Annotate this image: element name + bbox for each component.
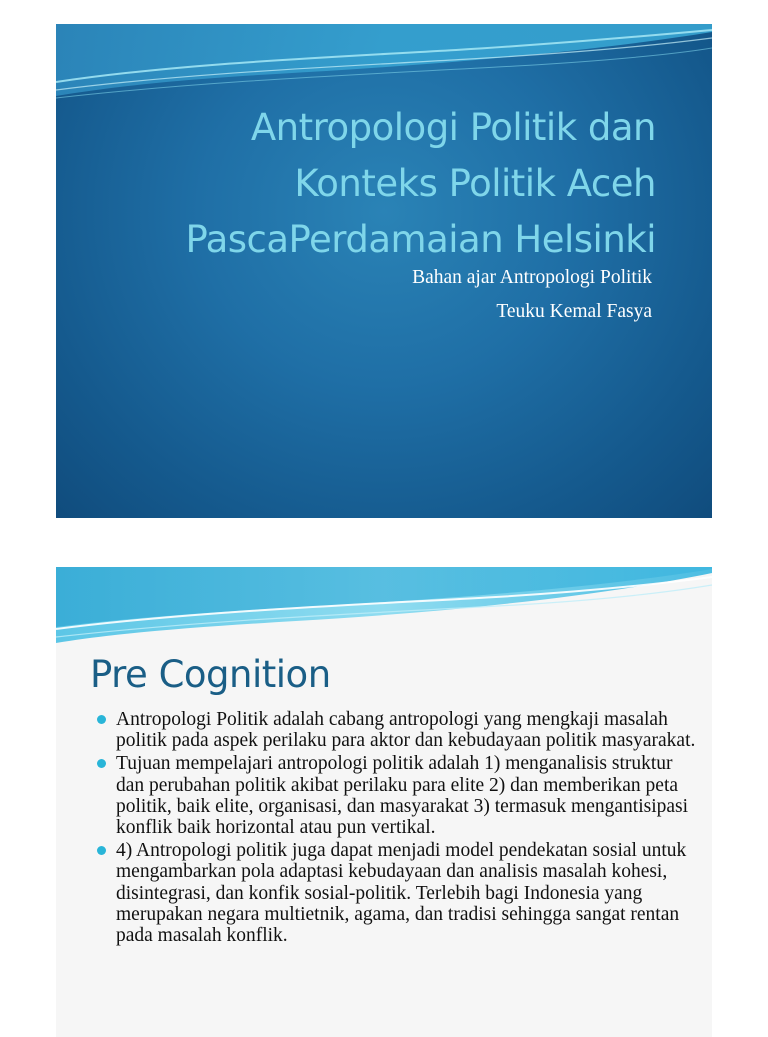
bullet-text: Antropologi Politik adalah cabang antropologi yang mengkaji masalah politik pada aspek perilaku para aktor dan kebudayaan politik masyarakat.: [116, 709, 696, 752]
decorative-wave-band: [56, 567, 712, 647]
bullet-text: Tujuan mempelajari antropologi politik adalah 1) menganalisis struktur dan perubahan politik akibat perilaku para elite 2) dan memberikan peta politik, baik elite, organisasi, dan masyarakat 3) termasuk mengantisipasi konflik baik horizontal atau pun vertikal.: [116, 753, 689, 839]
bullet-dot-icon: [97, 846, 106, 855]
bullet-text: 4) Antropologi politik juga dapat menjadi model pendekatan sosial untuk mengambarkan pola adaptasi kebudayaan dan analisis masalah kohesi, disintegrasi, dan konfik sosial-politik. Terlebih bagi Indonesia yang merupakan negara multietnik, agama, dan tradisi sehingga sangat rentan pada masalah konflik.: [116, 840, 687, 947]
slide-title: [96, 100, 656, 268]
bullet-list: [96, 709, 696, 948]
title-line: PascaPerdamaian Helsinki: [185, 218, 656, 261]
slide-subtitle: [152, 261, 652, 329]
list-item: [96, 709, 696, 751]
bullet-dot-icon: [97, 759, 106, 768]
slide-heading: Pre Cognition: [90, 653, 331, 696]
title-line: Antropologi Politik dan: [250, 106, 656, 149]
subtitle-line: Bahan ajar Antropologi Politik: [412, 267, 652, 288]
bullet-dot-icon: [97, 715, 106, 724]
title-line: Konteks Politik Aceh: [294, 162, 656, 205]
content-slide: [56, 567, 712, 1037]
title-slide: [56, 24, 712, 518]
list-item: [96, 753, 696, 838]
subtitle-line: Teuku Kemal Fasya: [496, 301, 652, 322]
list-item: [96, 840, 696, 946]
